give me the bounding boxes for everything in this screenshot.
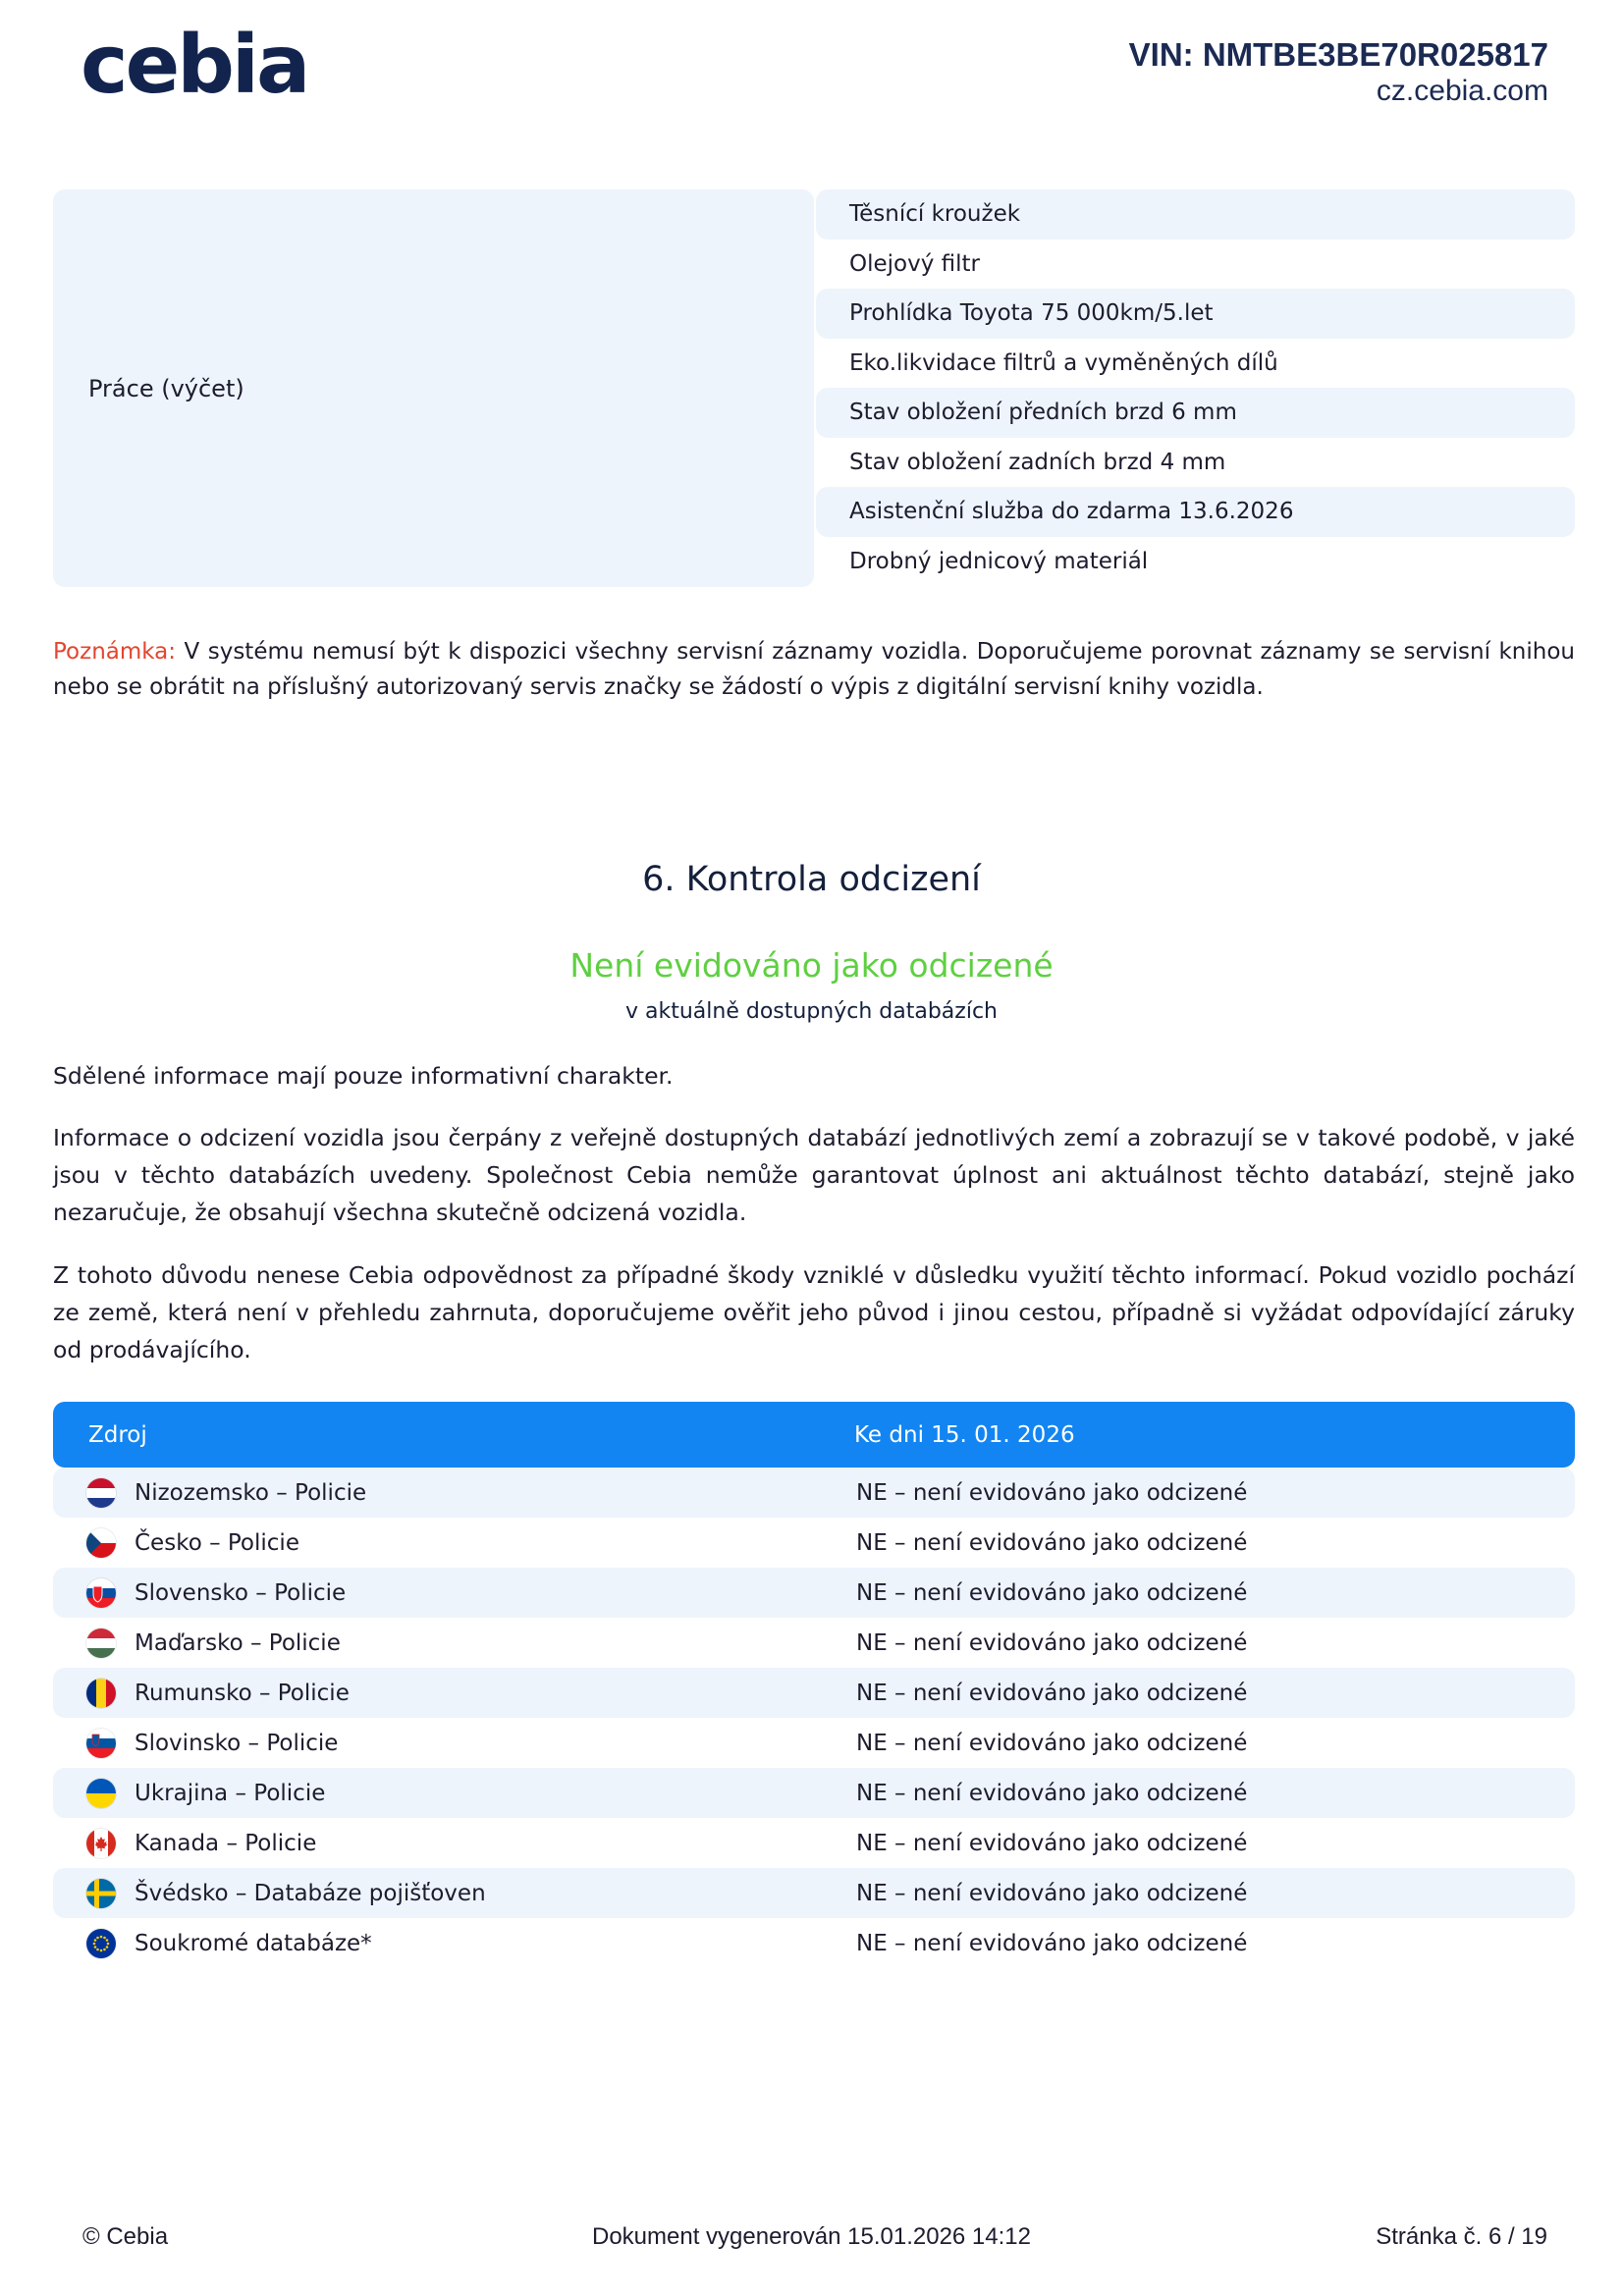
generated-date: Dokument vygenerován 15.01.2026 14:12 [592, 2223, 1031, 2250]
source-status: NE – není evidováno jako odcizené [856, 1680, 1248, 1706]
work-table [53, 189, 1575, 587]
vin-number: VIN: NMTBE3BE70R025817 [1128, 36, 1548, 73]
netherlands-flag-icon [86, 1478, 116, 1508]
work-items [816, 189, 1575, 586]
note-text: V systému nemusí být k dispozici všechny servisní záznamy vozidla. Doporučujeme porovnat záznamy se servisní knihou nebo se obrátit na příslušný autorizovaný servis značky se žádostí o výpis z digitální servisní knihy vozidla. [53, 639, 1575, 700]
table-row [53, 1568, 1575, 1618]
source-name: Slovinsko – Policie [135, 1730, 339, 1756]
czech-flag-icon [86, 1528, 116, 1558]
eu-flag-icon [86, 1929, 116, 1958]
section-title: 6. Kontrola odcizení [642, 860, 981, 899]
work-item: Prohlídka Toyota 75 000km/5.let [816, 289, 1575, 339]
info-paragraph-1: Sdělené informace mají pouze informativní charakter. [53, 1062, 674, 1090]
table-row [53, 1468, 1575, 1518]
source-status: NE – není evidováno jako odcizené [856, 1529, 1248, 1556]
source-name: Česko – Policie [135, 1529, 299, 1556]
theft-status-sub: v aktuálně dostupných databázích [625, 999, 998, 1024]
table-row [53, 1918, 1575, 1968]
work-item: Stav obložení zadních brzd 4 mm [849, 449, 1226, 475]
work-item: Drobný jednicový materiál [849, 548, 1149, 574]
cebia-logo: cebia [81, 19, 308, 112]
source-status: NE – není evidováno jako odcizené [856, 1629, 1248, 1656]
source-name: Nizozemsko – Policie [135, 1479, 367, 1506]
source-name: Slovensko – Policie [135, 1579, 347, 1606]
source-name: Rumunsko – Policie [135, 1680, 350, 1706]
romania-flag-icon [86, 1679, 116, 1708]
table-row [53, 1668, 1575, 1718]
work-item: Stav obložení předních brzd 6 mm [816, 388, 1575, 438]
work-item: Těsnící kroužek [816, 189, 1575, 240]
info-paragraph-2: Informace o odcizení vozidla jsou čerpány z veřejně dostupných databází jednotlivých zemí a zobrazují se v takové podobě, v jaké jsou v těchto databázích uvedeny. Společnost Cebia nemůže garantovat úplnost ani aktuálnost těchto databází, stejně jako nezaručuje, že obsahují všechna skutečně odcizená vozidla. [53, 1124, 1575, 1226]
table-row [53, 1818, 1575, 1868]
source-status: NE – není evidováno jako odcizené [856, 1930, 1248, 1956]
copyright: © Cebia [82, 2223, 169, 2250]
table-row [53, 1718, 1575, 1768]
table-row [53, 1618, 1575, 1668]
table-row [53, 1518, 1575, 1568]
source-name: Maďarsko – Policie [135, 1629, 341, 1656]
note-label: Poznámka: [53, 639, 177, 665]
theft-table-header [53, 1402, 1575, 1468]
site-url: cz.cebia.com [1376, 75, 1548, 107]
source-name: Kanada – Policie [135, 1830, 317, 1856]
table-row [53, 1868, 1575, 1918]
slovakia-flag-icon [86, 1578, 116, 1608]
source-name: Soukromé databáze* [135, 1930, 372, 1956]
work-label: Práce (výčet) [88, 374, 244, 402]
source-name: Švédsko – Databáze pojišťoven [135, 1880, 486, 1906]
source-name: Ukrajina – Policie [135, 1780, 326, 1806]
canada-flag-icon [86, 1829, 116, 1858]
source-status: NE – není evidováno jako odcizené [856, 1579, 1248, 1606]
page-number: Stránka č. 6 / 19 [1376, 2223, 1547, 2250]
column-header-date: Ke dni 15. 01. 2026 [854, 1421, 1075, 1448]
source-status: NE – není evidováno jako odcizené [856, 1479, 1248, 1506]
info-paragraph-3: Z tohoto důvodu nenese Cebia odpovědnost za případné škody vzniklé v důsledku využití těchto informací. Pokud vozidlo pochází ze země, která není v přehledu zahrnuta, doporučujeme ověřit jeho původ i jinou cestou, případně si vyžádat odpovídající záruky od prodávajícího. [53, 1261, 1575, 1363]
header-info [1129, 35, 1548, 108]
sweden-flag-icon [86, 1879, 116, 1908]
source-status: NE – není evidováno jako odcizené [856, 1780, 1248, 1806]
column-header-source: Zdroj [88, 1421, 147, 1448]
table-row [53, 1768, 1575, 1818]
ukraine-flag-icon [86, 1779, 116, 1808]
work-item: Eko.likvidace filtrů a vyměněných dílů [849, 349, 1278, 376]
source-status: NE – není evidováno jako odcizené [856, 1730, 1248, 1756]
theft-table [53, 1402, 1575, 1968]
theft-status: Není evidováno jako odcizené [569, 946, 1054, 985]
service-note [53, 634, 1575, 705]
work-item: Olejový filtr [849, 250, 980, 277]
source-status: NE – není evidováno jako odcizené [856, 1880, 1248, 1906]
work-item: Asistenční služba do zdarma 13.6.2026 [816, 487, 1575, 537]
slovenia-flag-icon [86, 1729, 116, 1758]
hungary-flag-icon [86, 1629, 116, 1658]
source-status: NE – není evidováno jako odcizené [856, 1830, 1248, 1856]
